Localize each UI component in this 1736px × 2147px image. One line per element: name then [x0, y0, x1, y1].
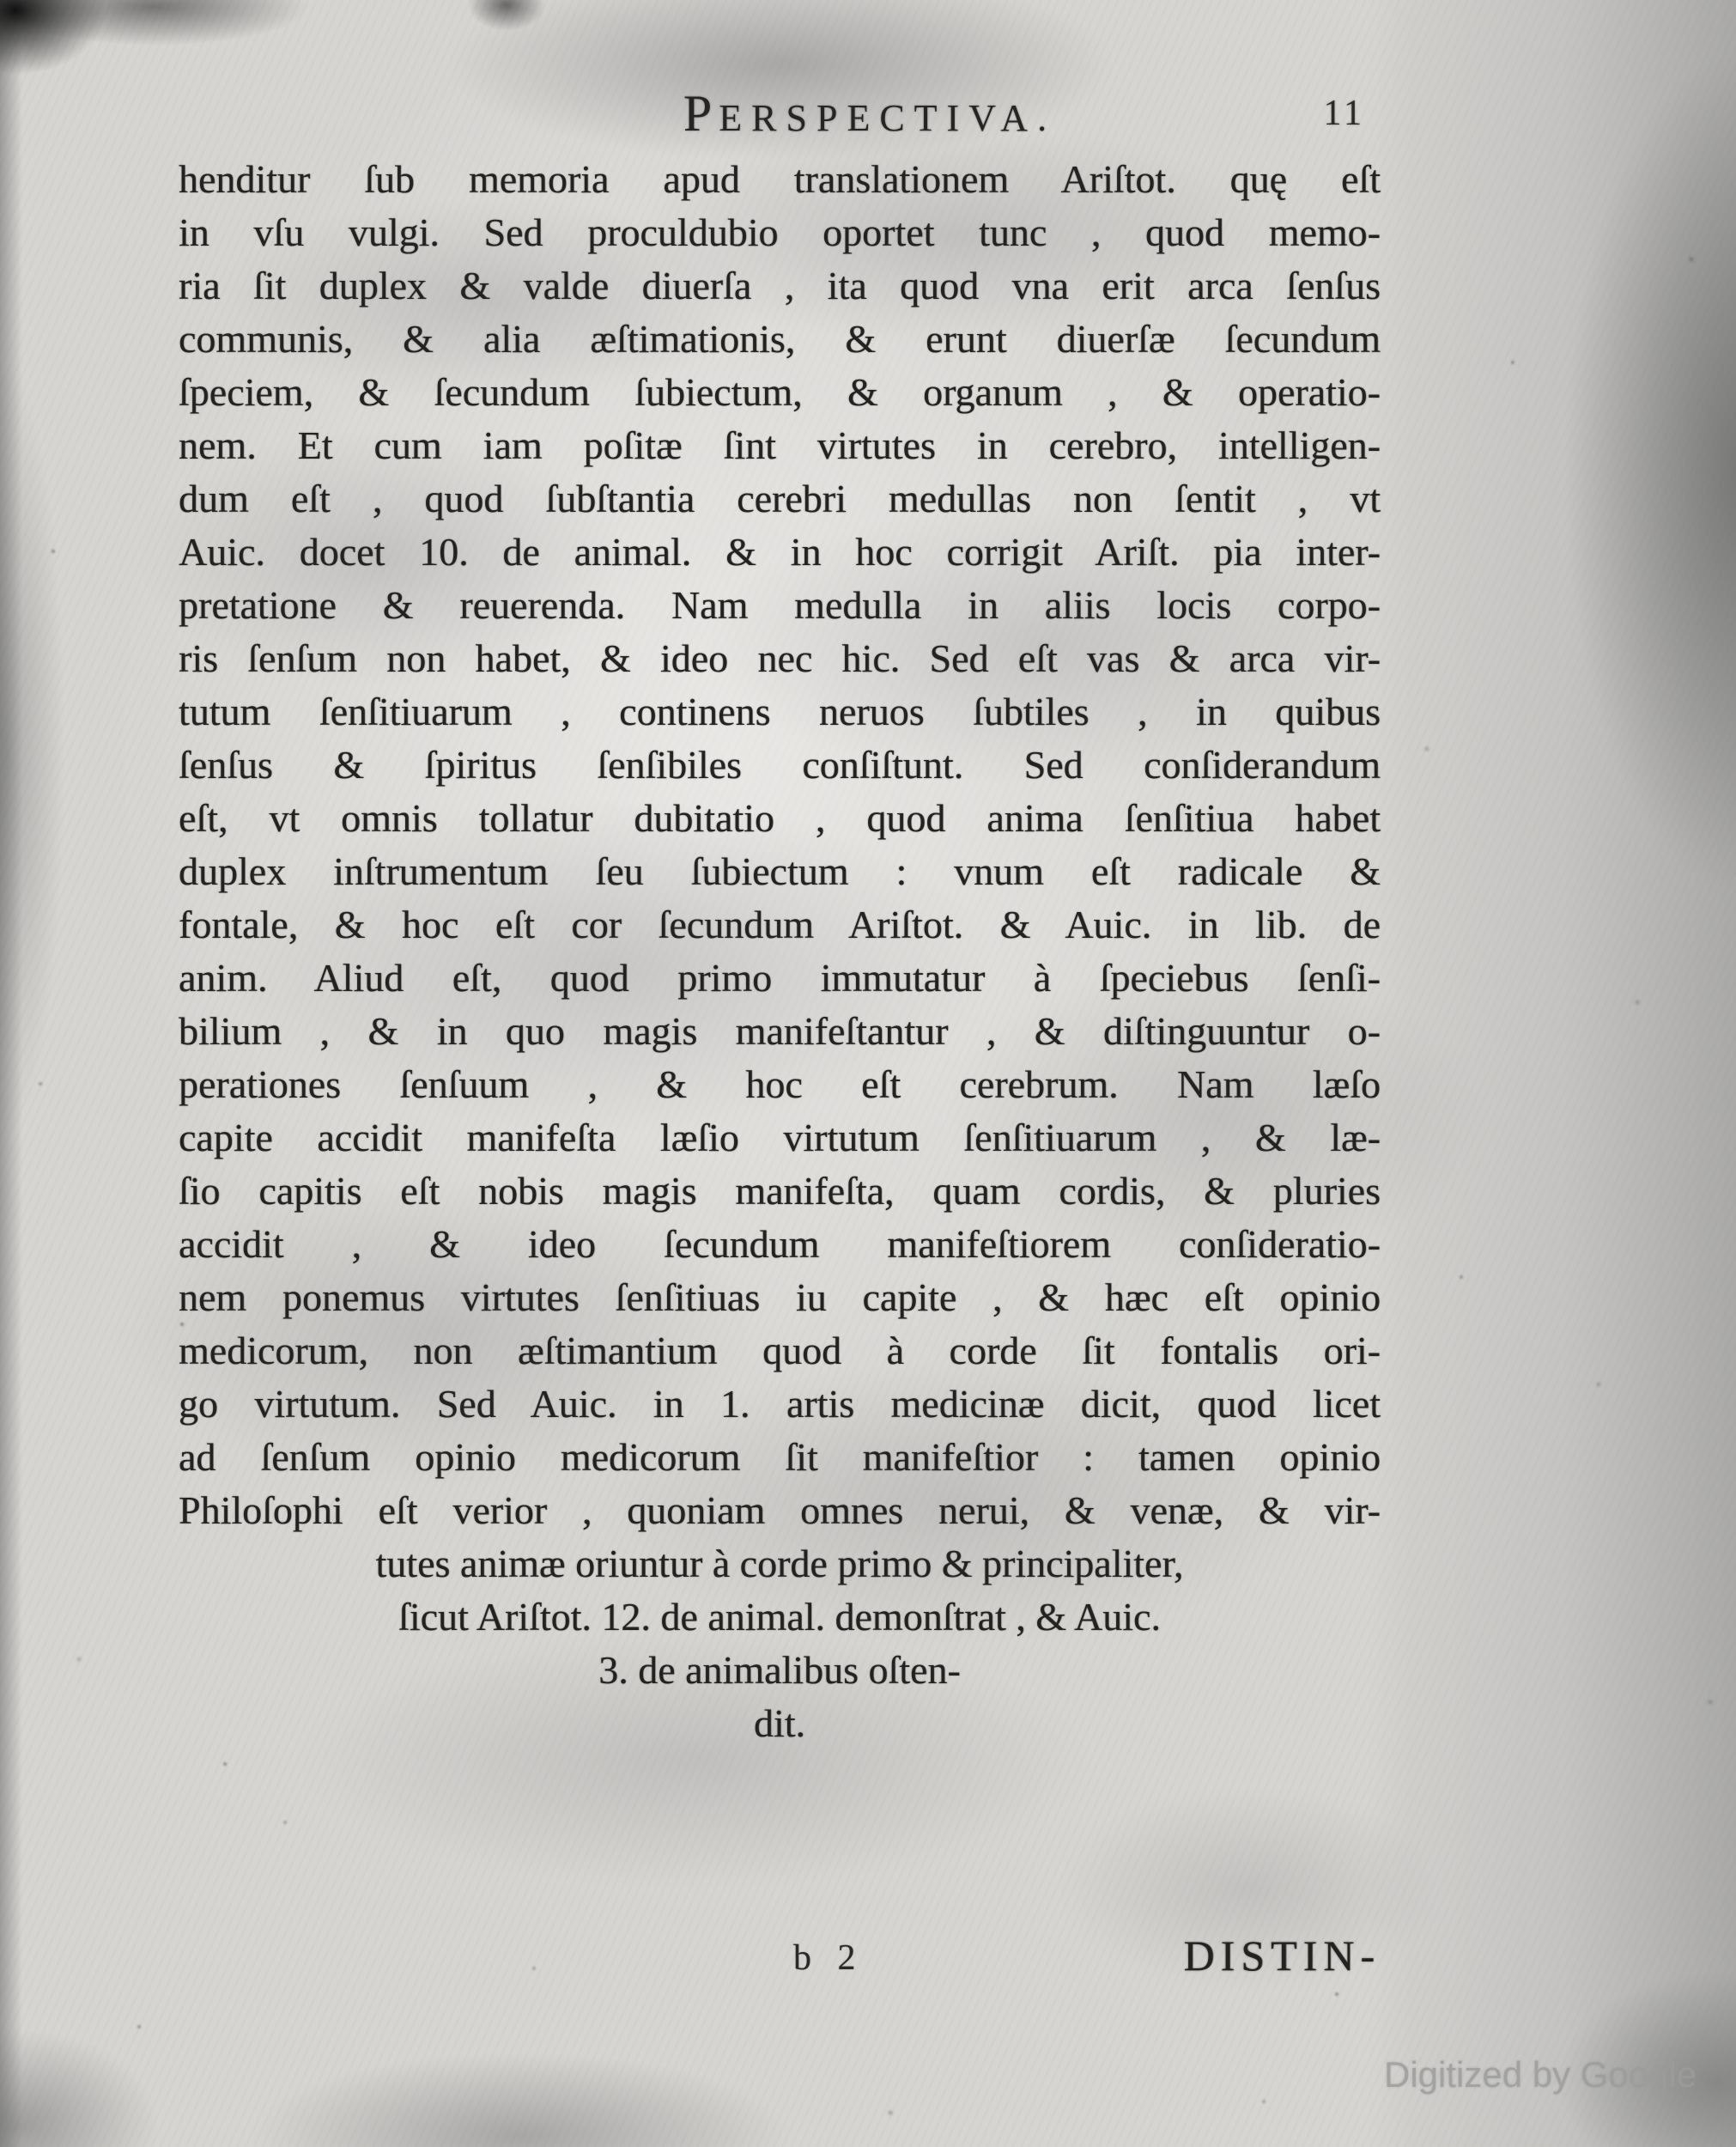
text-line: perationes ſenſuum , & hoc eſt cerebrum. Nam læſo: [179, 1062, 1381, 1106]
text-block: [179, 153, 1381, 1750]
text-line: bilium , & in quo magis manifeſtantur , & diſtinguuntur o-: [179, 1009, 1381, 1053]
text-line: accidit , & ideo ſecundum manifeſtiorem conſideratio-: [179, 1222, 1381, 1266]
text-line: tutes animæ oriuntur à corde primo & principaliter,: [375, 1542, 1184, 1585]
closing-lines: [179, 1537, 1381, 1750]
paragraph-lines: [179, 153, 1381, 1537]
text-line: Philoſophi eſt verior , quoniam omnes nerui, & venæ, & vir-: [179, 1488, 1381, 1532]
text-line: dum eſt , quod ſubſtantia cerebri medullas non ſentit , vt: [179, 477, 1381, 520]
text-line: pretatione & reuerenda. Nam medulla in aliis locis corpo-: [179, 583, 1381, 627]
signature-mark: b 2: [793, 1938, 865, 1978]
text-line: duplex inſtrumentum ſeu ſubiectum : vnum eſt radicale &: [179, 849, 1381, 893]
text-line: eſt, vt omnis tollatur dubitatio , quod anima ſenſitiua habet: [179, 796, 1381, 840]
catchword: DISTIN-: [1183, 1931, 1381, 1980]
text-line: ad ſenſum opinio medicorum ſit manifeſtior : tamen opinio: [179, 1435, 1381, 1479]
text-line: ſio capitis eſt nobis magis manifeſta, quam cordis, & pluries: [179, 1169, 1381, 1213]
text-line: capite accidit manifeſta læſio virtutum ſenſitiuarum , & læ-: [179, 1116, 1381, 1159]
text-line: ria ſit duplex & valde diuerſa , ita quod vna erit arca ſenſus: [179, 264, 1381, 307]
text-line: nem ponemus virtutes ſenſitiuas iu capite , & hæc eſt opinio: [179, 1275, 1381, 1319]
page-footer: [179, 1931, 1381, 1991]
text-line: Auic. docet 10. de animal. & in hoc corrigit Ariſt. pia inter-: [179, 530, 1381, 574]
text-line: anim. Aliud eſt, quod primo immutatur à ſpeciebus ſenſi-: [179, 956, 1381, 1000]
text-line: tutum ſenſitiuarum , continens neruos ſubtiles , in quibus: [179, 690, 1381, 733]
text-line: dit.: [753, 1701, 806, 1745]
text-line: nem. Et cum iam poſitæ ſint virtutes in cerebro, intelligen-: [179, 423, 1381, 467]
text-line: henditur ſub memoria apud translationem Ariſtot. quę eſt: [179, 157, 1381, 201]
google-watermark: [1384, 2054, 1697, 2095]
text-line: ſpeciem, & ſecundum ſubiectum, & organum , & operatio-: [179, 370, 1381, 414]
paper-speckles: [0, 0, 3, 3]
text-line: in vſu vulgi. Sed proculdubio oportet tunc , quod memo-: [179, 210, 1381, 254]
text-line: ris ſenſum non habet, & ideo nec hic. Sed eſt vas & arca vir-: [179, 636, 1381, 680]
page-number: 11: [1323, 94, 1365, 133]
text-line: communis, & alia æſtimationis, & erunt diuerſæ ſecundum: [179, 317, 1381, 361]
watermark-text: Digitized by Google: [1384, 2054, 1697, 2095]
text-line: 3. de animalibus oſten-: [598, 1648, 961, 1692]
text-line: ſenſus & ſpiritus ſenſibiles conſiſtunt. Sed conſiderandum: [179, 743, 1381, 787]
page-title: PERSPECTIVA.: [683, 85, 1057, 142]
running-head: [179, 82, 1381, 144]
text-line: fontale, & hoc eſt cor ſecundum Ariſtot. & Auic. in lib. de: [179, 903, 1381, 946]
text-line: go virtutum. Sed Auic. in 1. artis medicinæ dicit, quod licet: [179, 1382, 1381, 1426]
text-line: ſicut Ariſtot. 12. de animal. demonſtrat , & Auic.: [398, 1595, 1161, 1639]
text-line: medicorum, non æſtimantium quod à corde ſit fontalis ori-: [179, 1329, 1381, 1372]
